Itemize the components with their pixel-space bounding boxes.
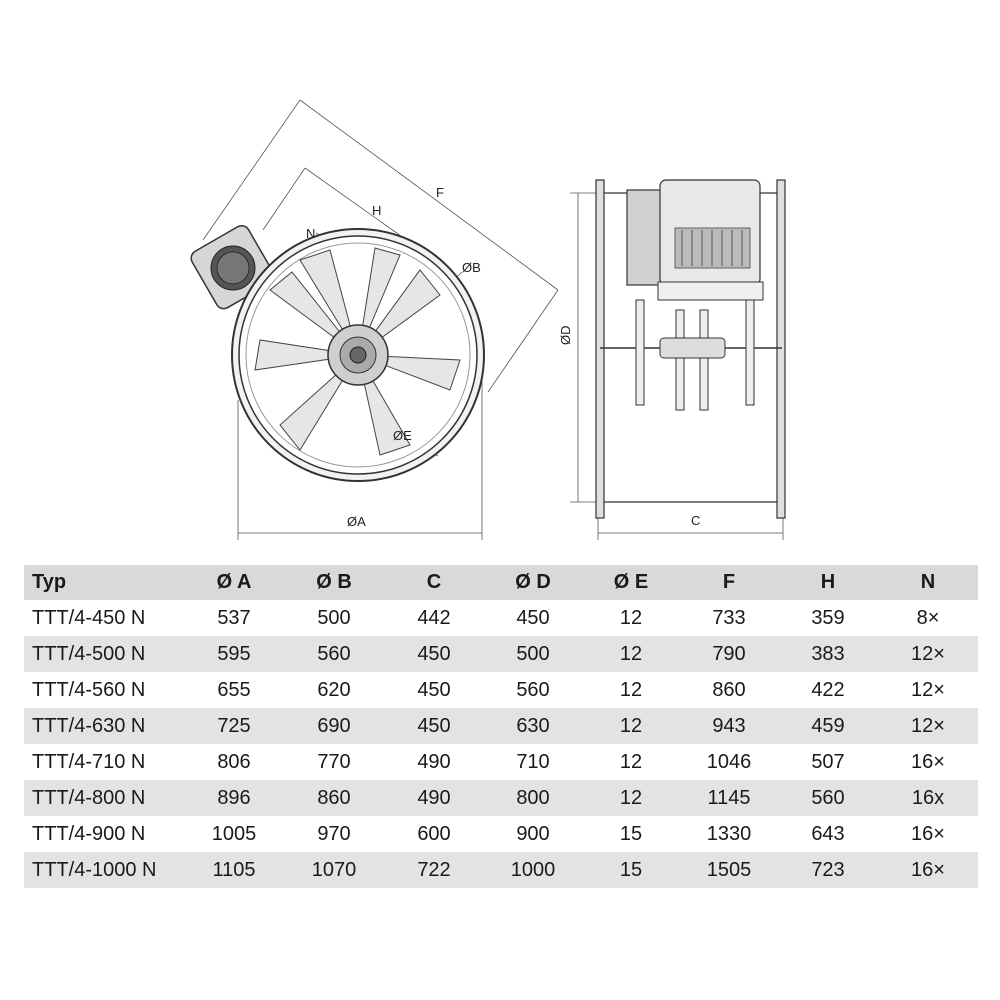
cell-oe: 12 [619, 678, 643, 701]
cell-od: 500 [484, 636, 582, 672]
cell-ob: 560 [284, 636, 384, 672]
label-n: N [306, 226, 316, 241]
cell-typ: TTT/4-710 N [32, 750, 146, 773]
cell-od: 630 [484, 708, 582, 744]
table-row [24, 636, 978, 672]
cell-f: 1330 [706, 822, 752, 845]
cell-ob: 970 [317, 822, 351, 845]
header-oe: Ø E [582, 565, 680, 600]
cell-oe: 12 [619, 606, 643, 629]
cell-od: 900 [516, 822, 550, 845]
cell-oe: 12 [619, 750, 643, 773]
cell-h: 643 [811, 822, 845, 845]
header-oa: Ø A [184, 565, 284, 600]
label-c: C [691, 513, 701, 528]
cell-n: 12× [911, 678, 945, 701]
cell-oe: 12 [582, 636, 680, 672]
label-ob: ØB [462, 260, 481, 275]
header-h: H [778, 565, 878, 600]
cell-f: 1505 [680, 852, 778, 888]
cell-oa: 725 [184, 708, 284, 744]
cell-od: 450 [516, 606, 550, 629]
cell-oa: 655 [217, 678, 251, 701]
cell-od: 560 [516, 678, 550, 701]
cell-typ: TTT/4-630 N [24, 708, 184, 744]
cell-c: 450 [417, 678, 451, 701]
cell-n: 16× [911, 822, 945, 845]
cell-h: 507 [811, 750, 845, 773]
cell-f: 860 [712, 678, 746, 701]
cell-oe: 15 [582, 852, 680, 888]
cell-typ: TTT/4-800 N [24, 780, 184, 816]
cell-c: 450 [384, 708, 484, 744]
cell-ob: 690 [284, 708, 384, 744]
cell-ob: 1070 [284, 852, 384, 888]
cell-h: 359 [811, 606, 845, 629]
cell-oa: 806 [217, 750, 251, 773]
cell-n: 12× [878, 708, 978, 744]
header-od: Ø D [484, 565, 582, 600]
table-row [24, 708, 978, 744]
cell-od: 800 [484, 780, 582, 816]
cell-c: 490 [384, 780, 484, 816]
cell-f: 1145 [680, 780, 778, 816]
cell-oe: 12 [582, 708, 680, 744]
cell-c: 722 [384, 852, 484, 888]
cell-typ: TTT/4-500 N [24, 636, 184, 672]
cell-n: 12× [878, 636, 978, 672]
table-row [24, 780, 978, 816]
label-oa: ØA [347, 514, 366, 529]
header-ob: Ø B [284, 565, 384, 600]
cell-n: 16× [911, 750, 945, 773]
cell-typ: TTT/4-450 N [32, 606, 146, 629]
cell-h: 723 [778, 852, 878, 888]
cell-od: 710 [516, 750, 550, 773]
cell-f: 790 [680, 636, 778, 672]
cell-n: 16x [878, 780, 978, 816]
cell-typ: TTT/4-900 N [32, 822, 146, 845]
dimensions-table [24, 565, 978, 888]
label-od: ØD [558, 325, 573, 345]
cell-typ: TTT/4-560 N [32, 678, 146, 701]
header-f: F [680, 565, 778, 600]
label-f: F [436, 185, 444, 200]
cell-n: 16× [878, 852, 978, 888]
cell-oa: 537 [217, 606, 251, 629]
table-row [24, 672, 978, 708]
front-view [188, 100, 558, 540]
cell-h: 422 [811, 678, 845, 701]
header-c: C [384, 565, 484, 600]
cell-ob: 500 [317, 606, 351, 629]
cell-ob: 860 [284, 780, 384, 816]
label-oe: ØE [393, 428, 412, 443]
cell-f: 1046 [706, 750, 752, 773]
cell-oe: 12 [582, 780, 680, 816]
table-header-row [24, 565, 978, 600]
cell-oa: 595 [184, 636, 284, 672]
cell-h: 459 [778, 708, 878, 744]
cell-ob: 770 [317, 750, 351, 773]
cell-n: 8× [916, 606, 940, 629]
drawing-svg [170, 100, 800, 545]
cell-ob: 620 [317, 678, 351, 701]
header-typ: Typ [24, 565, 184, 600]
cell-f: 943 [680, 708, 778, 744]
table-row [24, 600, 978, 636]
table-row [24, 852, 978, 888]
fan-technical-drawing [170, 100, 800, 545]
cell-oa: 1105 [184, 852, 284, 888]
cell-typ: TTT/4-1000 N [24, 852, 184, 888]
cell-c: 600 [417, 822, 451, 845]
cell-od: 1000 [484, 852, 582, 888]
table-row [24, 816, 978, 852]
label-h: H [372, 203, 382, 218]
cell-h: 560 [778, 780, 878, 816]
cell-oa: 1005 [211, 822, 257, 845]
cell-c: 490 [417, 750, 451, 773]
cell-c: 442 [417, 606, 451, 629]
cell-c: 450 [384, 636, 484, 672]
table-row [24, 744, 978, 780]
cell-oa: 896 [184, 780, 284, 816]
cell-h: 383 [778, 636, 878, 672]
header-n: N [878, 565, 978, 600]
cell-oe: 15 [619, 822, 643, 845]
side-view [570, 180, 785, 540]
cell-f: 733 [712, 606, 746, 629]
